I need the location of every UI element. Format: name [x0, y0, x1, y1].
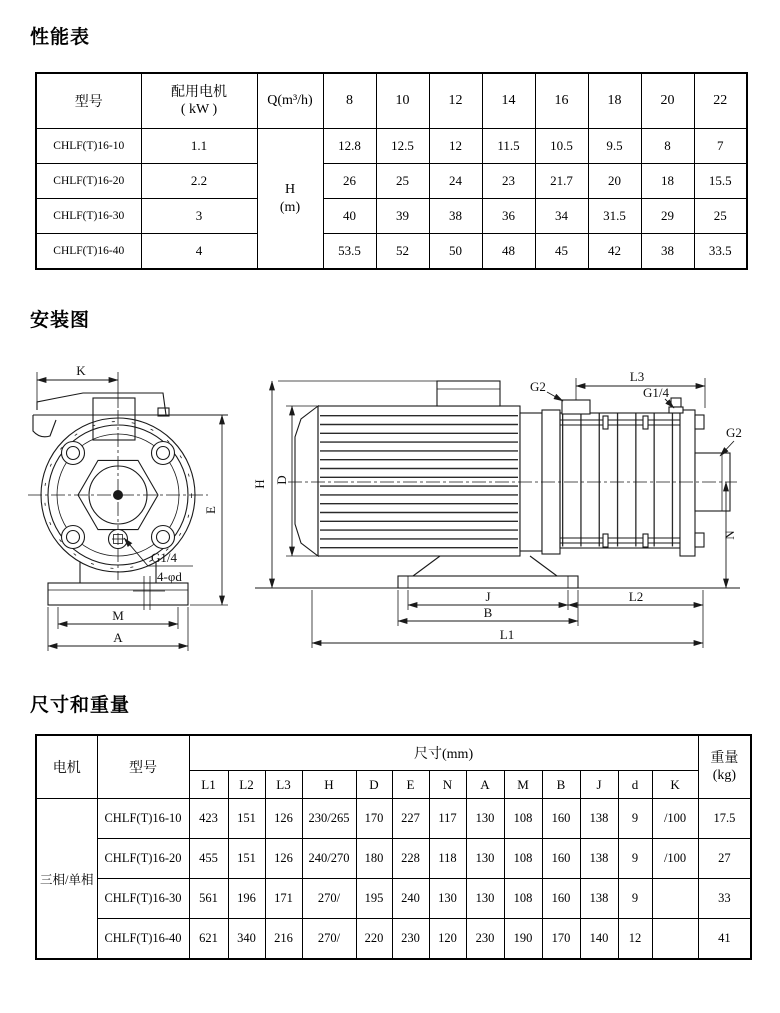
- dims-subheader: B: [542, 771, 580, 799]
- dims-value-cell: 9: [618, 839, 652, 879]
- installation-section-title: 安装图: [30, 310, 91, 331]
- perf-header-motor: [141, 73, 257, 129]
- dims-subheader: M: [504, 771, 542, 799]
- pump-side-view: [252, 369, 742, 648]
- dims-model-cell: CHLF(T)16-40: [97, 919, 189, 960]
- side-g2-top-label: G2: [530, 379, 546, 394]
- dims-value-cell: /100: [652, 799, 698, 839]
- dims-value-cell: 170: [542, 919, 580, 960]
- dims-value-cell: 220: [356, 919, 392, 960]
- dims-value-cell: 180: [356, 839, 392, 879]
- dim-label-n: N: [722, 530, 737, 540]
- perf-model-cell: CHLF(T)16-40: [36, 234, 141, 270]
- perf-head-unit-line1: H: [284, 182, 296, 197]
- dims-value-cell: 126: [265, 799, 302, 839]
- dimensions-section-title: 尺寸和重量: [30, 695, 131, 716]
- dims-subheader: d: [618, 771, 652, 799]
- dims-value-cell: 9: [618, 799, 652, 839]
- perf-head-unit-line2: (m): [279, 199, 301, 215]
- front-holes-label: 4-φd: [157, 569, 182, 584]
- perf-value-cell: 40: [323, 199, 376, 234]
- perf-value-cell: 53.5: [323, 234, 376, 270]
- dim-label-l2: L2: [628, 589, 644, 604]
- side-g2-right-label: G2: [726, 425, 742, 440]
- perf-header-flow-value: 14: [482, 73, 535, 129]
- dims-weight-cell: 41: [698, 919, 751, 960]
- perf-power-cell: 2.2: [141, 164, 257, 199]
- perf-value-cell: 12: [429, 129, 482, 164]
- dims-value-cell: 171: [265, 879, 302, 919]
- dims-value-cell: 270/: [302, 879, 356, 919]
- dims-row: [36, 799, 751, 839]
- perf-header-motor-line2: ( kW ): [180, 102, 218, 117]
- performance-table: [35, 72, 748, 270]
- perf-row: [36, 199, 747, 234]
- installation-drawing: [25, 358, 765, 663]
- dims-value-cell: 270/: [302, 919, 356, 960]
- perf-value-cell: 29: [641, 199, 694, 234]
- dims-row: [36, 919, 751, 960]
- perf-header-flow-value: 16: [535, 73, 588, 129]
- perf-row: [36, 129, 747, 164]
- dims-subheader: J: [580, 771, 618, 799]
- perf-row: [36, 234, 747, 270]
- dims-value-cell: 126: [265, 839, 302, 879]
- dims-model-cell: CHLF(T)16-30: [97, 879, 189, 919]
- dims-value-cell: 227: [392, 799, 429, 839]
- dims-value-cell: 138: [580, 879, 618, 919]
- dims-value-cell: 130: [466, 839, 504, 879]
- dim-label-l3: L3: [629, 369, 645, 384]
- dims-header-weight-line2: (kg): [712, 768, 737, 783]
- dims-value-cell: 170: [356, 799, 392, 839]
- dims-header-motor: 电机: [36, 735, 97, 799]
- perf-header-flow-value: 10: [376, 73, 429, 129]
- perf-value-cell: 26: [323, 164, 376, 199]
- perf-model-cell: CHLF(T)16-30: [36, 199, 141, 234]
- dims-value-cell: 240/270: [302, 839, 356, 879]
- perf-value-cell: 12.5: [376, 129, 429, 164]
- perf-value-cell: 24: [429, 164, 482, 199]
- dims-value-cell: 195: [356, 879, 392, 919]
- dims-value-cell: 151: [228, 839, 265, 879]
- perf-value-cell: 31.5: [588, 199, 641, 234]
- dims-value-cell: 120: [429, 919, 466, 960]
- perf-row: [36, 164, 747, 199]
- dims-model-cell: CHLF(T)16-10: [97, 799, 189, 839]
- dims-header-size: 尺寸(mm): [189, 735, 698, 771]
- perf-power-cell: 1.1: [141, 129, 257, 164]
- dims-value-cell: 340: [228, 919, 265, 960]
- perf-model-cell: CHLF(T)16-20: [36, 164, 141, 199]
- dims-value-cell: 117: [429, 799, 466, 839]
- dims-value-cell: /100: [652, 839, 698, 879]
- side-g14-label: G1/4: [643, 385, 669, 400]
- dim-label-d: D: [274, 475, 289, 485]
- perf-value-cell: 12.8: [323, 129, 376, 164]
- dims-value-cell: 228: [392, 839, 429, 879]
- perf-value-cell: 21.7: [535, 164, 588, 199]
- dims-value-cell: 9: [618, 879, 652, 919]
- dims-value-cell: 130: [429, 879, 466, 919]
- dim-label-m: M: [112, 608, 124, 623]
- dims-row: [36, 879, 751, 919]
- perf-value-cell: 39: [376, 199, 429, 234]
- perf-value-cell: 11.5: [482, 129, 535, 164]
- perf-value-cell: 8: [641, 129, 694, 164]
- dims-subheader: A: [466, 771, 504, 799]
- dims-value-cell: 455: [189, 839, 228, 879]
- dims-value-cell: 108: [504, 879, 542, 919]
- perf-value-cell: 18: [641, 164, 694, 199]
- performance-section-title: 性能表: [30, 27, 91, 48]
- perf-header-flow: Q(m³/h): [257, 73, 323, 129]
- dim-label-l1: L1: [499, 627, 515, 642]
- dims-motor-type-cell: 三相/单相: [36, 799, 97, 960]
- dims-subheader: K: [652, 771, 698, 799]
- dims-value-cell: 621: [189, 919, 228, 960]
- dims-value-cell: 130: [466, 879, 504, 919]
- dims-value-cell: 108: [504, 839, 542, 879]
- dims-row: [36, 839, 751, 879]
- perf-power-cell: 3: [141, 199, 257, 234]
- dims-weight-cell: 27: [698, 839, 751, 879]
- dims-subheader: L1: [189, 771, 228, 799]
- dims-subheader: N: [429, 771, 466, 799]
- perf-header-flow-value: 12: [429, 73, 482, 129]
- dims-value-cell: 151: [228, 799, 265, 839]
- perf-value-cell: 7: [694, 129, 747, 164]
- perf-model-cell: CHLF(T)16-10: [36, 129, 141, 164]
- dims-value-cell: 216: [265, 919, 302, 960]
- dims-value-cell: 230/265: [302, 799, 356, 839]
- dims-value-cell: 423: [189, 799, 228, 839]
- dims-value-cell: 138: [580, 799, 618, 839]
- dims-header-weight: [698, 735, 751, 799]
- dims-value-cell: 12: [618, 919, 652, 960]
- dims-value-cell: 108: [504, 799, 542, 839]
- perf-value-cell: 15.5: [694, 164, 747, 199]
- dim-label-a: A: [113, 630, 123, 645]
- perf-value-cell: 9.5: [588, 129, 641, 164]
- dims-value-cell: 140: [580, 919, 618, 960]
- perf-value-cell: 52: [376, 234, 429, 270]
- dims-value-cell: [652, 919, 698, 960]
- perf-value-cell: 45: [535, 234, 588, 270]
- perf-value-cell: 10.5: [535, 129, 588, 164]
- perf-header-flow-value: 8: [323, 73, 376, 129]
- dims-subheader: L2: [228, 771, 265, 799]
- dims-model-cell: CHLF(T)16-20: [97, 839, 189, 879]
- perf-header-model: 型号: [36, 73, 141, 129]
- perf-value-cell: 20: [588, 164, 641, 199]
- dims-weight-cell: 17.5: [698, 799, 751, 839]
- front-g14-label: G1/4: [151, 550, 177, 565]
- perf-power-cell: 4: [141, 234, 257, 270]
- dim-label-b: B: [483, 605, 493, 620]
- perf-value-cell: 38: [429, 199, 482, 234]
- dimensions-table: [35, 734, 752, 960]
- dims-subheader: E: [392, 771, 429, 799]
- perf-header-flow-value: 20: [641, 73, 694, 129]
- perf-head-unit-cell: [257, 129, 323, 270]
- dims-value-cell: 196: [228, 879, 265, 919]
- perf-value-cell: 38: [641, 234, 694, 270]
- dims-header-weight-line1: 重量: [710, 750, 739, 766]
- dim-label-k: K: [76, 363, 86, 378]
- dims-value-cell: 160: [542, 839, 580, 879]
- dim-label-j: J: [485, 589, 491, 604]
- perf-value-cell: 36: [482, 199, 535, 234]
- dims-value-cell: 138: [580, 839, 618, 879]
- dims-header-model: 型号: [97, 735, 189, 799]
- dims-value-cell: 561: [189, 879, 228, 919]
- perf-header-flow-value: 22: [694, 73, 747, 129]
- dims-value-cell: 160: [542, 799, 580, 839]
- dims-subheader: H: [302, 771, 356, 799]
- dims-subheader: L3: [265, 771, 302, 799]
- dims-value-cell: 240: [392, 879, 429, 919]
- dims-value-cell: 118: [429, 839, 466, 879]
- perf-value-cell: 25: [694, 199, 747, 234]
- dims-value-cell: 230: [392, 919, 429, 960]
- dims-subheader: D: [356, 771, 392, 799]
- dims-value-cell: [652, 879, 698, 919]
- perf-value-cell: 25: [376, 164, 429, 199]
- perf-value-cell: 42: [588, 234, 641, 270]
- perf-header-motor-line1: 配用电机: [171, 84, 227, 100]
- perf-header-flow-value: 18: [588, 73, 641, 129]
- dim-label-h: H: [252, 479, 267, 489]
- dims-value-cell: 190: [504, 919, 542, 960]
- dims-value-cell: 230: [466, 919, 504, 960]
- dims-weight-cell: 33: [698, 879, 751, 919]
- dim-label-e: E: [203, 506, 218, 514]
- pump-front-view: [28, 363, 228, 651]
- dims-value-cell: 160: [542, 879, 580, 919]
- perf-value-cell: 34: [535, 199, 588, 234]
- perf-value-cell: 23: [482, 164, 535, 199]
- perf-value-cell: 48: [482, 234, 535, 270]
- dims-value-cell: 130: [466, 799, 504, 839]
- perf-value-cell: 50: [429, 234, 482, 270]
- perf-value-cell: 33.5: [694, 234, 747, 270]
